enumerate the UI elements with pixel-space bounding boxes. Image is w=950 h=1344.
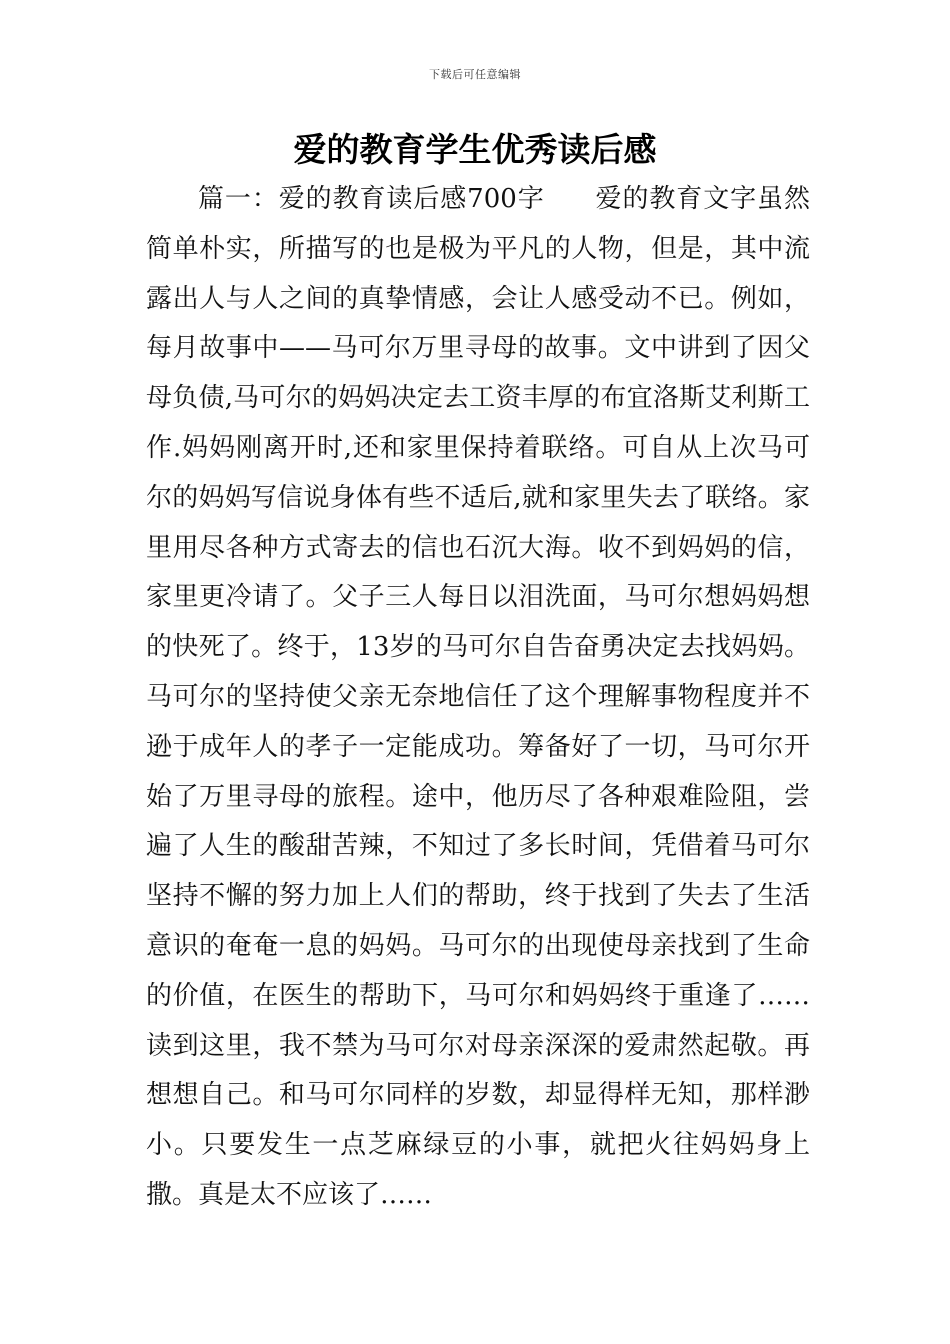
document-title: 爱的教育学生优秀读后感 xyxy=(293,130,657,169)
section-heading: 篇一：爱的教育读后感700字 xyxy=(198,184,545,214)
body-paragraph xyxy=(146,175,810,1221)
header-note: 下载后可任意编辑 xyxy=(429,68,521,81)
body-text: 爱的教育文字虽然简单朴实，所描写的也是极为平凡的人物，但是，其中流露出人与人之间的真挚情感，会让人感受动不已。例如，每月故事中——马可尔万里寻母的故事。文中讲到了因父母负债,马可尔的妈妈决定去工资丰厚的布宜洛斯艾利斯工作.妈妈刚离开时,还和家里保持着联络。可自从上次马可尔的妈妈写信说身体有些不适后,就和家里失去了联络。家里用尽各种方式寄去的信也石沉大海。收不到妈妈的信，家里更冷请了。父子三人每日以泪洗面，马可尔想妈妈想的快死了。终于，13岁的马可尔自告奋勇决定去找妈妈。马可尔的坚持使父亲无奈地信任了这个理解事物程度并不逊于成年人的孝子一定能成功。筹备好了一切，马可尔开始了万里寻母的旅程。途中，他历尽了各种艰难险阻，尝遍了人生的酸甜苦辣，不知过了多长时间，凭借着马可尔坚持不懈的努力加上人们的帮助，终于找到了失去了生活意识的奄奄一息的妈妈。马可尔的出现使母亲找到了生命的价值，在医生的帮助下，马可尔和妈妈终于重逢了……读到这里，我不禁为马可尔对母亲深深的爱肃然起敬。再想想自己。和马可尔同样的岁数，却显得样无知，那样渺小。只要发生一点芝麻绿豆的小事，就把火往妈妈身上撒。真是太不应该了…… xyxy=(146,184,810,1210)
